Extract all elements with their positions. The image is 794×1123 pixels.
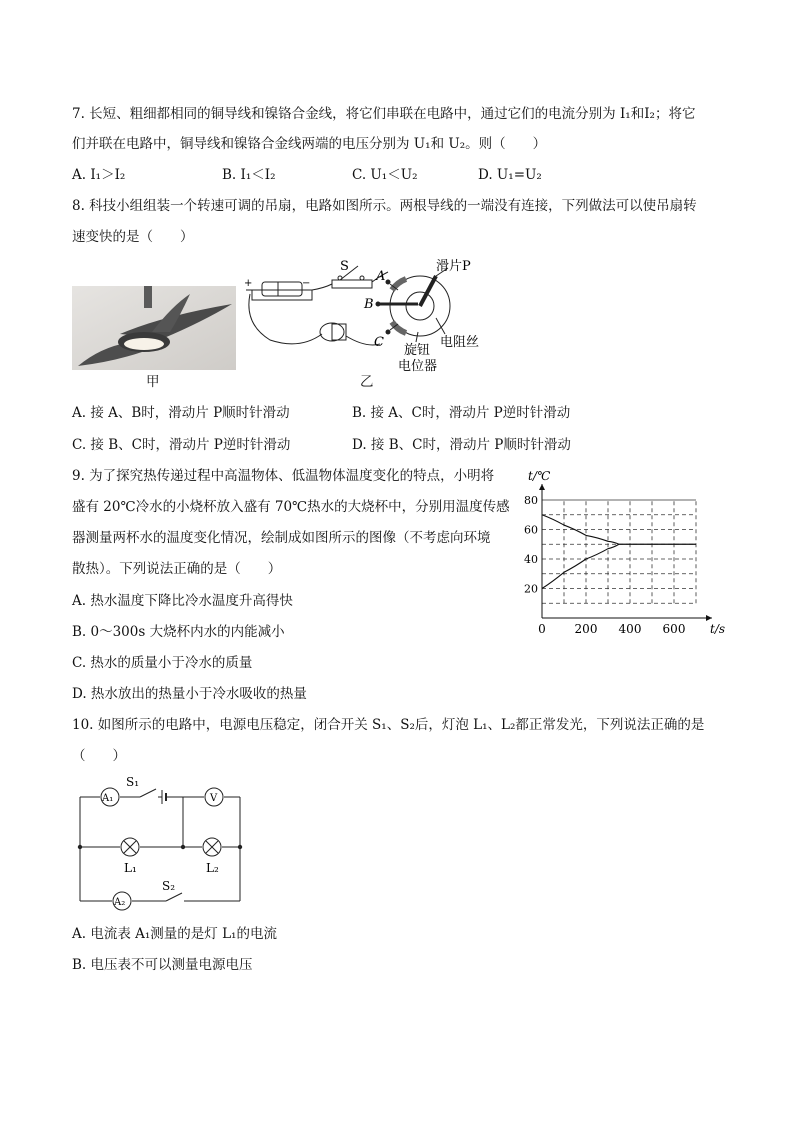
- x-tick-label: 400: [618, 622, 642, 636]
- q10-stem-line2: （ ）: [72, 748, 126, 764]
- x-tick-label: 0: [538, 622, 546, 636]
- battery-minus-sign: −: [302, 278, 311, 289]
- q10-option-b: B. 电压表不可以测量电源电压: [72, 957, 253, 973]
- x-axis-label: t/s: [710, 622, 726, 636]
- figure-label-yi: 乙: [360, 374, 374, 390]
- x-axis-arrow: [706, 615, 712, 621]
- cold-water-curve: [542, 544, 696, 588]
- q9-stem-line4: 散热）。下列说法正确的是（ ）: [72, 561, 282, 577]
- switch-s1-label: S₁: [126, 775, 140, 789]
- y-axis-label: t/℃: [528, 469, 551, 483]
- ammeter-a2-label: A₂: [114, 897, 126, 908]
- slider-label: 滑片P: [436, 259, 471, 274]
- figure-label-jia: 甲: [146, 374, 160, 390]
- q9-option-b: B. 0～300s 大烧杯内水的内能减小: [72, 624, 285, 640]
- y-tick-label: 20: [524, 582, 538, 596]
- q9-stem-line1: 9. 为了探究热传递过程中高温物体、低温物体温度变化的特点，小明将: [72, 468, 495, 484]
- q9-option-c: C. 热水的质量小于冷水的质量: [72, 655, 253, 671]
- q8-option-b: B. 接 A、C时，滑动片 P逆时针滑动: [352, 405, 571, 421]
- voltmeter-label: V: [210, 793, 218, 804]
- terminal-label-a: A: [376, 269, 386, 284]
- parallel-lamp-circuit-figure: [70, 770, 250, 915]
- q10-option-a: A. 电流表 A₁测量的是灯 L₁的电流: [72, 926, 277, 942]
- q7-option-b: B. I₁＜I₂: [222, 167, 276, 183]
- q9-option-a: A. 热水温度下降比冷水温度升高得快: [72, 593, 293, 609]
- q8-option-c: C. 接 B、C时，滑动片 P逆时针滑动: [72, 437, 291, 453]
- terminal-label-b: B: [364, 297, 374, 312]
- q9-stem-line3: 器测量两杯水的温度变化情况，绘制成如图所示的图像（不考虑向环境: [72, 530, 491, 546]
- q8-stem-line1: 8. 科技小组组装一个转速可调的吊扇，电路如图所示。两根导线的一端没有连接，下列做法可以使吊扇转: [72, 198, 697, 214]
- q7-stem-line1: 7. 长短、粗细都相同的铜导线和镍铬合金线，将它们串联在电路中，通过它们的电流分别为 I₁和I₂；将它: [72, 106, 696, 122]
- terminal-label-c: C: [374, 335, 384, 350]
- q9-option-d: D. 热水放出的热量小于冷水吸收的热量: [72, 686, 307, 702]
- temperature-time-chart: [520, 462, 730, 642]
- ammeter-a1-label: A₁: [102, 793, 114, 804]
- q9-stem-line2: 盛有 20℃冷水的小烧杯放入盛有 70℃热水的大烧杯中，分别用温度传感: [72, 499, 510, 515]
- y-axis-arrow: [539, 484, 545, 490]
- q7-stem-line2: 们并联在电路中，铜导线和镍铬合金线两端的电压分别为 U₁和 U₂。则（ ）: [72, 136, 547, 152]
- potentiometer-circuit-figure: [240, 254, 500, 374]
- switch-s2-label: S₂: [162, 879, 176, 893]
- x-tick-label: 600: [662, 622, 686, 636]
- y-tick-label: 80: [524, 494, 538, 507]
- lamp-l1-label: L₁: [124, 861, 137, 875]
- x-tick-label: 200: [574, 622, 598, 636]
- q8-stem-line2: 速变快的是（ ）: [72, 229, 194, 245]
- y-tick-label: 40: [524, 553, 538, 566]
- lamp-l2-label: L₂: [206, 861, 219, 875]
- knob-label: 旋钮: [404, 343, 431, 358]
- potentiometer-label: 电位器: [398, 359, 438, 374]
- resistance-wire-label: 电阻丝: [440, 335, 480, 350]
- q10-stem-line1: 10. 如图所示的电路中，电源电压稳定，闭合开关 S₁、S₂后，灯泡 L₁、L₂都正常发光，下列说法正确的是: [72, 717, 705, 733]
- ceiling-fan-photo: [72, 286, 236, 370]
- y-tick-label: 60: [524, 523, 538, 537]
- battery-plus-sign: +: [244, 278, 253, 289]
- q7-option-d: D. U₁=U₂: [478, 167, 542, 183]
- q7-option-c: C. U₁＜U₂: [352, 167, 418, 183]
- q8-option-d: D. 接 B、C时，滑动片 P顺时针滑动: [352, 437, 571, 453]
- q8-option-a: A. 接 A、B时，滑动片 P顺时针滑动: [72, 405, 290, 421]
- switch-label-s: S: [340, 259, 349, 274]
- q7-option-a: A. I₁＞I₂: [72, 167, 126, 183]
